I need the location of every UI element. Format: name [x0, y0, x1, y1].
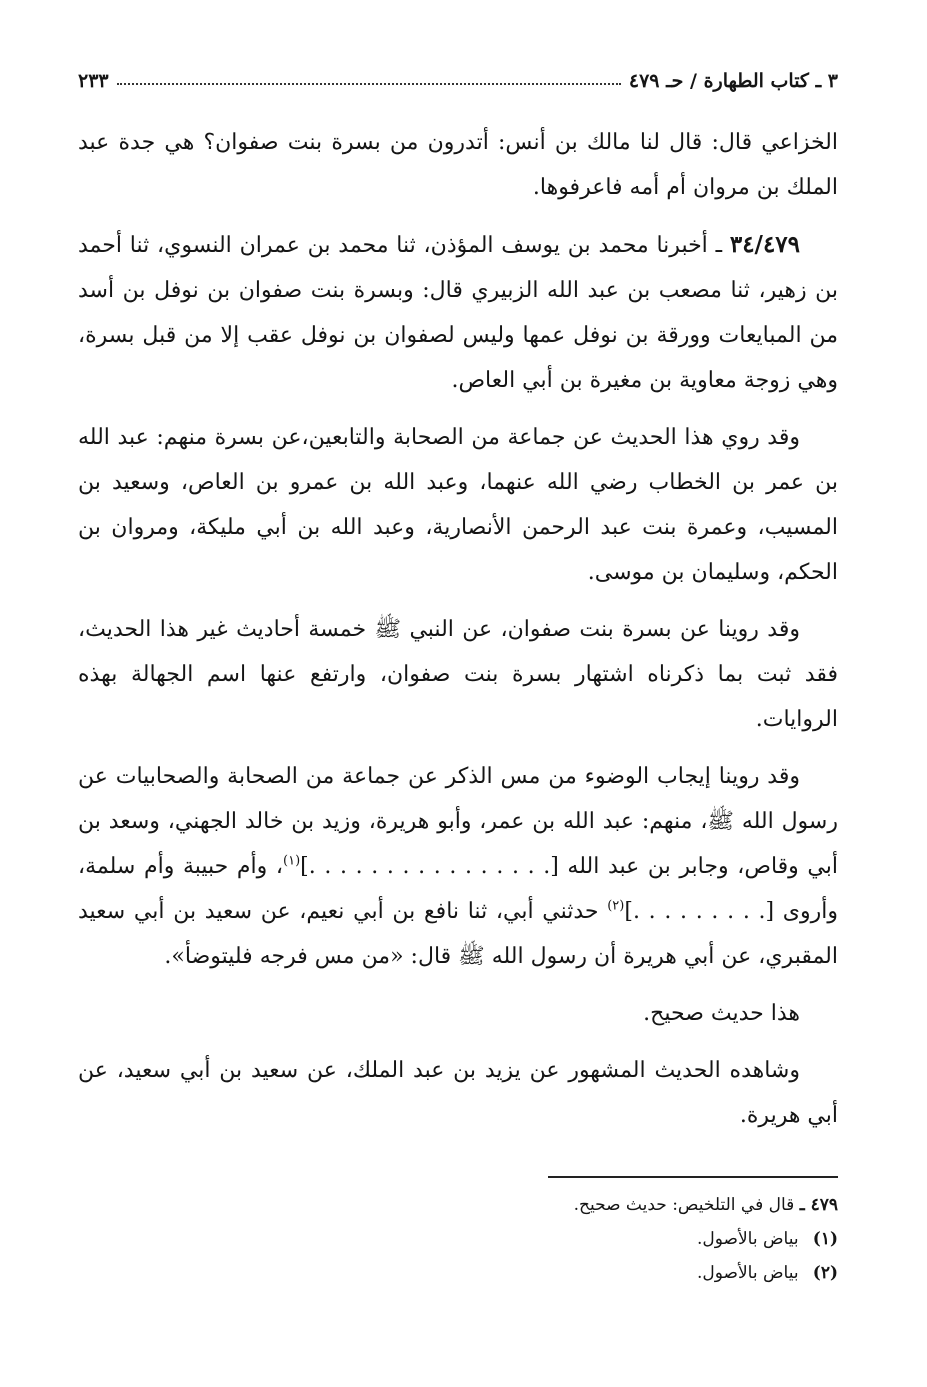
- paragraph-7: وشاهده الحديث المشهور عن يزيد بن عبد الملك، عن سعيد بن أبي سعيد، عن أبي هريرة.: [78, 1058, 838, 1128]
- page-number: ٢٣٣: [78, 70, 109, 92]
- footnote-ref-2: (٢): [607, 898, 625, 914]
- footnote-number: (٢): [812, 1263, 838, 1283]
- header-leader-dots: [117, 83, 621, 85]
- footnote-divider: [548, 1176, 838, 1178]
- header-title: ٣ ـ كتاب الطهارة / حـ ٤٧٩: [628, 70, 838, 92]
- paragraph-5-part-a: وقد روينا إيجاب الوضوء من مس الذكر عن جماعة من الصحابة والصحابيات عن رسول الله ﷺ، منهم: عبد الله بن عمر، وأبو هريرة، وزيد بن خالد الجهني، وسعد بن أبي وقاص، وجابر بن عبد الله [. . . . . . . . . . . . . . . .]: [78, 764, 838, 879]
- paragraph-5-part-c: حدثني أبي، ثنا نافع بن أبي نعيم، عن سعيد بن أبي سعيد المقبري، عن أبي هريرة أن رسول الله ﷺ قال: «من مس فرجه فليتوضأ».: [78, 899, 838, 969]
- paragraph-5-part-b: ، وأم حبيبة وأم سلمة، وأروى [. . . . . . . . .]: [78, 854, 838, 924]
- paragraph-2: [78, 222, 838, 403]
- footnote-ref-1: (١): [283, 853, 301, 869]
- paragraph-2-text: ـ أخبرنا محمد بن يوسف المؤذن، ثنا محمد بن عمران النسوي، ثنا أحمد بن زهير، ثنا مصعب بن عبد الله الزبيري قال: وبسرة بنت صفوان بن نوفل بن أسد من المبايعات وورقة بن نوفل عمها وليس لصفوان بن نوفل عقب إلا من قبل بسرة، وهي زوجة معاوية بن مغيرة بن أبي العاص.: [78, 233, 838, 393]
- paragraph-4: وقد روينا عن بسرة بنت صفوان، عن النبي ﷺ خمسة أحاديث غير هذا الحديث، فقد ثبت بما ذكرناه اشتهار بسرة بنت صفوان، وارتفع عنها اسم الجهالة بهذه الروايات.: [78, 617, 838, 732]
- running-header: [78, 62, 838, 92]
- paragraph-1: الخزاعي قال: قال لنا مالك بن أنس: أتدرون من بسرة بنت صفوان؟ هي جدة عبد الملك بن مروان أم أمه فاعرفوها.: [78, 130, 838, 200]
- hadith-number: ٣٤/٤٧٩: [729, 231, 801, 258]
- paragraph-5: [78, 754, 838, 979]
- footnote-number: (١): [812, 1229, 838, 1249]
- footnote-line: [78, 1188, 838, 1222]
- paragraph-3: وقد روي هذا الحديث عن جماعة من الصحابة والتابعين،عن بسرة منهم: عبد الله بن عمر بن الخطاب رضي الله عنهما، وعبد الله بن عمرو بن العاص، وسعيد بن المسيب، وعمرة بنت عبد الرحمن الأنصارية، وعبد الله بن أبي مليكة، ومروان بن الحكم، وسليمان بن موسى.: [78, 425, 838, 585]
- footnote-line: [78, 1256, 838, 1290]
- book-page: [78, 62, 838, 1150]
- main-text: [78, 120, 838, 1138]
- footnotes: [78, 1176, 838, 1290]
- footnote-number: ٤٧٩ ـ: [799, 1195, 838, 1215]
- footnote-text: بياض بالأصول.: [697, 1229, 799, 1249]
- paragraph-6: هذا حديث صحيح.: [643, 1001, 800, 1026]
- footnote-text: بياض بالأصول.: [697, 1263, 799, 1283]
- footnote-text: قال في التلخيص: حديث صحيح.: [573, 1195, 795, 1215]
- footnote-line: [78, 1222, 838, 1256]
